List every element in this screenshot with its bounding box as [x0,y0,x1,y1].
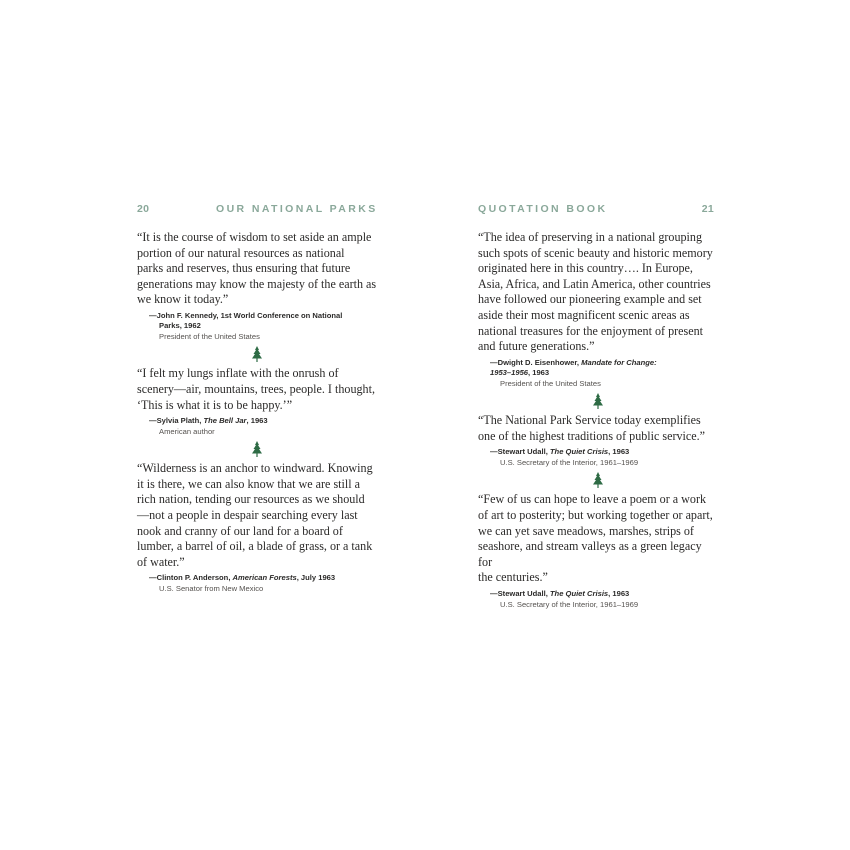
quote-attribution [149,416,377,437]
divider [137,437,377,461]
quote-block [137,230,377,342]
quote-source [149,416,377,427]
page-number-right: 21 [701,203,714,215]
quote-block [478,413,718,468]
quote-attribution [149,573,377,594]
quote-source [490,447,718,458]
pine-tree-icon [252,441,262,457]
quote-detail: , July 1963 [296,573,336,583]
quote-detail: , 1963 [608,589,630,598]
quote-text: “I felt my lungs inflate with the onrush of scenery—air, mountains, trees, people. I thought, ‘This is what it is to be happy.’” [137,366,375,412]
pine-tree-icon [252,346,262,362]
quote-author: —Stewart Udall, [490,589,550,598]
quote-detail: , 1963 [528,368,550,378]
divider [478,468,718,492]
quote-author-role: American author [159,426,215,436]
quote-block [478,492,718,610]
quote-text: “Few of us can hope to leave a poem or a work of art to posterity; but working together or apart, we can yet save meadows, marshes, strips of seashore, and stream valleys as a green legacy for the centuries.” [478,492,713,585]
quote-block [137,366,377,437]
quote-source [490,358,718,379]
quote-author-role: U.S. Secretary of the Interior, 1961–1969 [500,599,639,609]
quote-author-role: President of the United States [159,331,260,341]
running-title-left: OUR NATIONAL PARKS [216,203,378,215]
quote-attribution [490,447,718,468]
right-page-body [478,230,718,610]
quote-author: —Stewart Udall, [490,447,550,457]
quote-block [478,230,718,389]
quote-attribution [490,589,718,610]
quote-text: “The idea of preserving in a national grouping such spots of scenic beauty and historic memory originated here in this country…. In Europe, Asia, Africa, and Latin America, other countries have followed our pioneering example and set aside their most magnificent scenic areas as national treasures for the enjoyment of present and future generations.” [478,230,713,354]
quote-work: The Bell Jar [203,416,247,426]
pine-tree-icon [593,393,603,409]
quote-author-role: U.S. Secretary of the Interior, 1961–1969 [500,457,639,467]
running-title-right: QUOTATION BOOK [478,203,608,215]
quote-source [149,573,377,584]
quote-work: The Quiet Crisis [549,589,609,598]
quote-source [149,311,377,332]
quote-source [490,589,718,600]
pine-tree-icon [593,472,603,488]
quote-detail: , 1963 [246,416,268,426]
left-page-body [137,230,377,594]
quote-author: —John F. Kennedy, 1st World Conference on National [149,310,343,320]
quote-text: “Wilderness is an anchor to windward. Knowing it is there, we can also know that we are still a rich nation, tending our resources as we should —not a people in despair searching every last nook and cranny of our land for a board of lumber, a barrel of oil, a blade of grass, or a tank of water.” [137,461,373,569]
quote-text: “It is the course of wisdom to set aside an ample portion of our natural resources as national parks and reserves, thus ensuring that future generations may know the majesty of the earth as we know it today.” [137,230,377,307]
divider [137,342,377,366]
quote-work: Mandate for Change: 1953–1956 [490,357,657,378]
quote-block [137,461,377,594]
divider [478,389,718,413]
quote-author: —Clinton P. Anderson, [149,573,233,583]
quote-author-role: President of the United States [500,378,601,388]
quote-detail: , 1963 [608,447,630,457]
quote-attribution [149,311,377,343]
quote-author-role: U.S. Senator from New Mexico [159,583,264,593]
page-number-left: 20 [137,203,150,215]
quote-work: The Quiet Crisis [549,447,609,457]
quote-detail: Parks, 1962 [159,321,201,331]
quote-author: —Sylvia Plath, [149,416,204,426]
quote-text: “The National Park Service today exemplifies one of the highest traditions of public service.” [478,413,706,443]
quote-work: American Forests [232,573,297,583]
quote-attribution [490,358,718,390]
quote-author: —Dwight D. Eisenhower, [490,357,582,367]
